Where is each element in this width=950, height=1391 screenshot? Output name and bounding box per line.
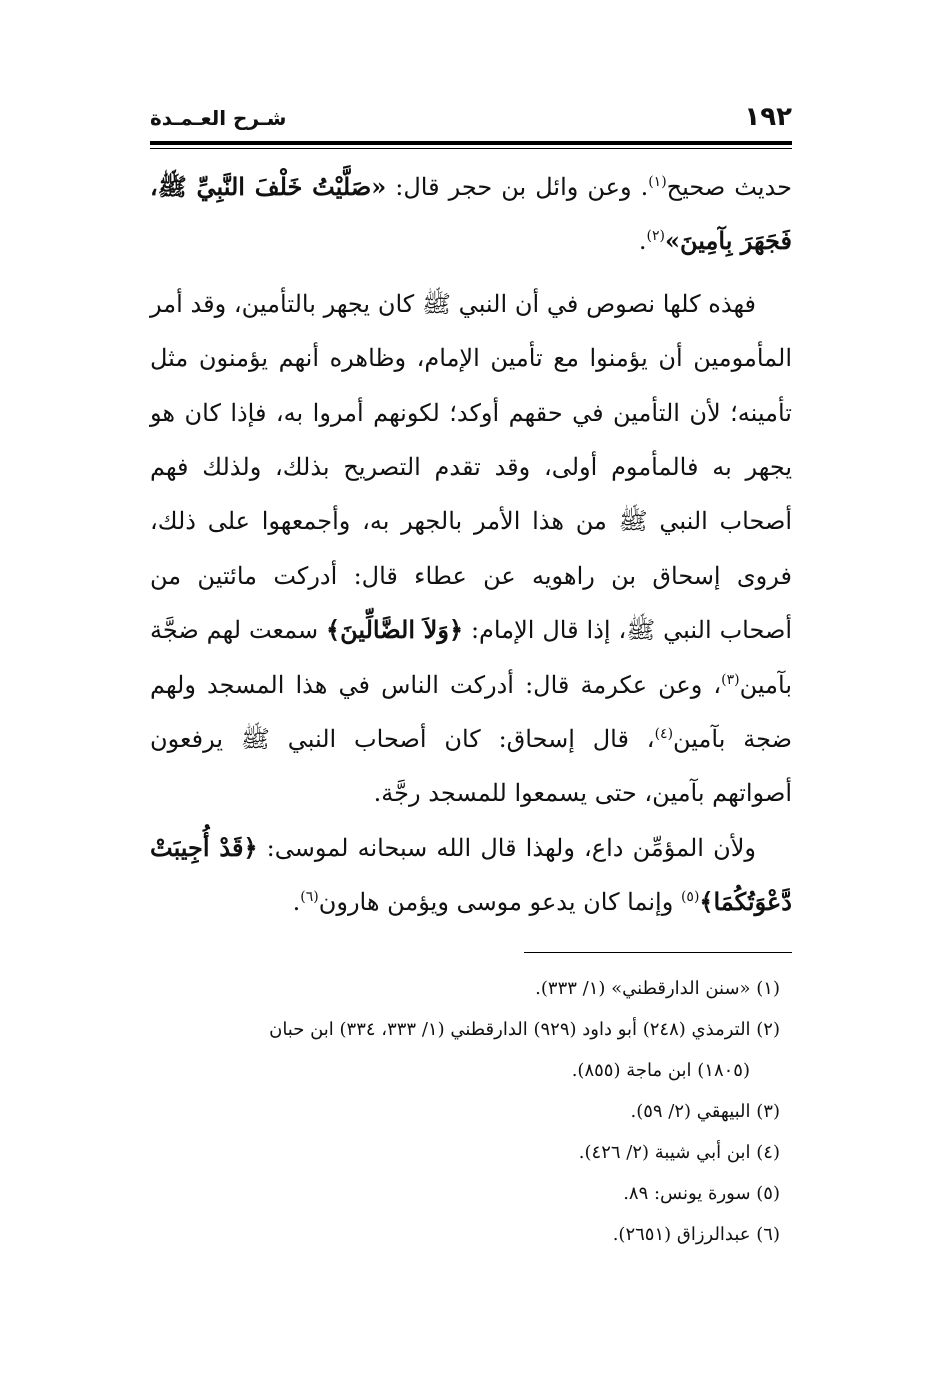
- footnote-ref: (٢): [646, 228, 666, 245]
- footnote-ref: (١): [648, 174, 667, 190]
- paragraph-text: فهذه كلها نصوص في أن النبي ﷺ كان يجهر بالتأمين، وقد أمر المأمومين أن يؤمنوا مع تأمين الإمام، وظاهره أنهم يؤمنون مثل تأمينه؛ لأن التأمين في حقهم أوكد؛ لكونهم أمروا به، فإذا كان هو يجهر به فالمأموم أولى، وقد تقدم التصريح بذلك، ولذلك فهم أصحاب النبي ﷺ من هذا الأمر بالجهر به، وأجمعهوا على ذلك، فروى إسحاق بن راهويه عن عطاء قال: أدركت مائتين من أصحاب النبي ﷺ، إذا قال الإمام:: [150, 289, 793, 645]
- footnote-ref: (٣): [721, 671, 740, 688]
- footnote-3: (٣) البيهقي (٢/ ٥٩).: [630, 1101, 780, 1122]
- header-rule-thin: [150, 148, 792, 149]
- running-header: [150, 102, 792, 140]
- paragraph-text: ولأن المؤمِّن داع، ولهذا قال الله سبحانه لموسى:: [257, 833, 757, 862]
- footnotes: [130, 968, 780, 1255]
- paragraph-text: سمعت لهم ضجَّة بآمين: [150, 616, 792, 699]
- footnote-5: (٥) سورة يونس: ٨٩.: [623, 1183, 780, 1204]
- paragraph-text: وإنما كان يدعو موسى ويؤمن هارون: [318, 888, 681, 917]
- page-number: ١٩٢: [744, 102, 792, 132]
- quran-quote: ﴿وَلاَ الضَّالِّينَ﴾: [326, 615, 464, 645]
- footnote-6: (٦) عبدالرزاق (٢٦٥١).: [612, 1224, 780, 1245]
- paragraph-3: [150, 821, 792, 930]
- footnote-ref: (٤): [654, 726, 674, 743]
- paragraph-text: ، وعن عكرمة قال: أدركت الناس في هذا المسجد ولهم ضجة بآمين: [150, 670, 792, 754]
- footnote-2-continued: (١٨٠٥) ابن ماجة (٨٥٥).: [571, 1060, 750, 1081]
- footnote-2: (٢) الترمذي (٢٤٨) أبو داود (٩٢٩) الدارقطني (١/ ٣٣٣، ٣٣٤) ابن حبان: [269, 1019, 780, 1040]
- hadith-quote: «صَلَّيْتُ خَلْفَ النَّبِيِّ ﷺ، فَجَهَرَ بِآمِينَ»: [150, 172, 792, 256]
- paragraph-1: [150, 160, 792, 269]
- paragraph-2: [150, 277, 792, 821]
- paragraph-text: .: [292, 888, 301, 917]
- footnote-ref: (٥): [680, 889, 700, 906]
- paragraph-text: حديث صحيح: [666, 173, 792, 201]
- quran-quote: ﴿قَدْ أُجِيبَتْ دَّعْوَتُكُمَا﴾: [150, 832, 792, 917]
- footnote-separator: [524, 952, 792, 953]
- paragraph-text: . وعن وائل بن حجر قال:: [386, 173, 649, 201]
- footnote-ref: (٦): [300, 889, 319, 906]
- book-title: شـرح العـمـدة: [150, 106, 287, 130]
- footnote-4: (٤) ابن أبي شيبة (٢/ ٤٢٦).: [578, 1142, 780, 1163]
- paragraph-text: ، قال إسحاق: كان أصحاب النبي ﷺ يرفعون أصواتهم بآمين، حتى يسمعوا للمسجد رجَّة.: [150, 725, 792, 808]
- footnote-1: (١) «سنن الدارقطني» (١/ ٣٣٣).: [535, 978, 780, 999]
- main-text: [150, 160, 792, 930]
- header-rule-thick: [150, 141, 792, 145]
- paragraph-text: .: [638, 227, 647, 256]
